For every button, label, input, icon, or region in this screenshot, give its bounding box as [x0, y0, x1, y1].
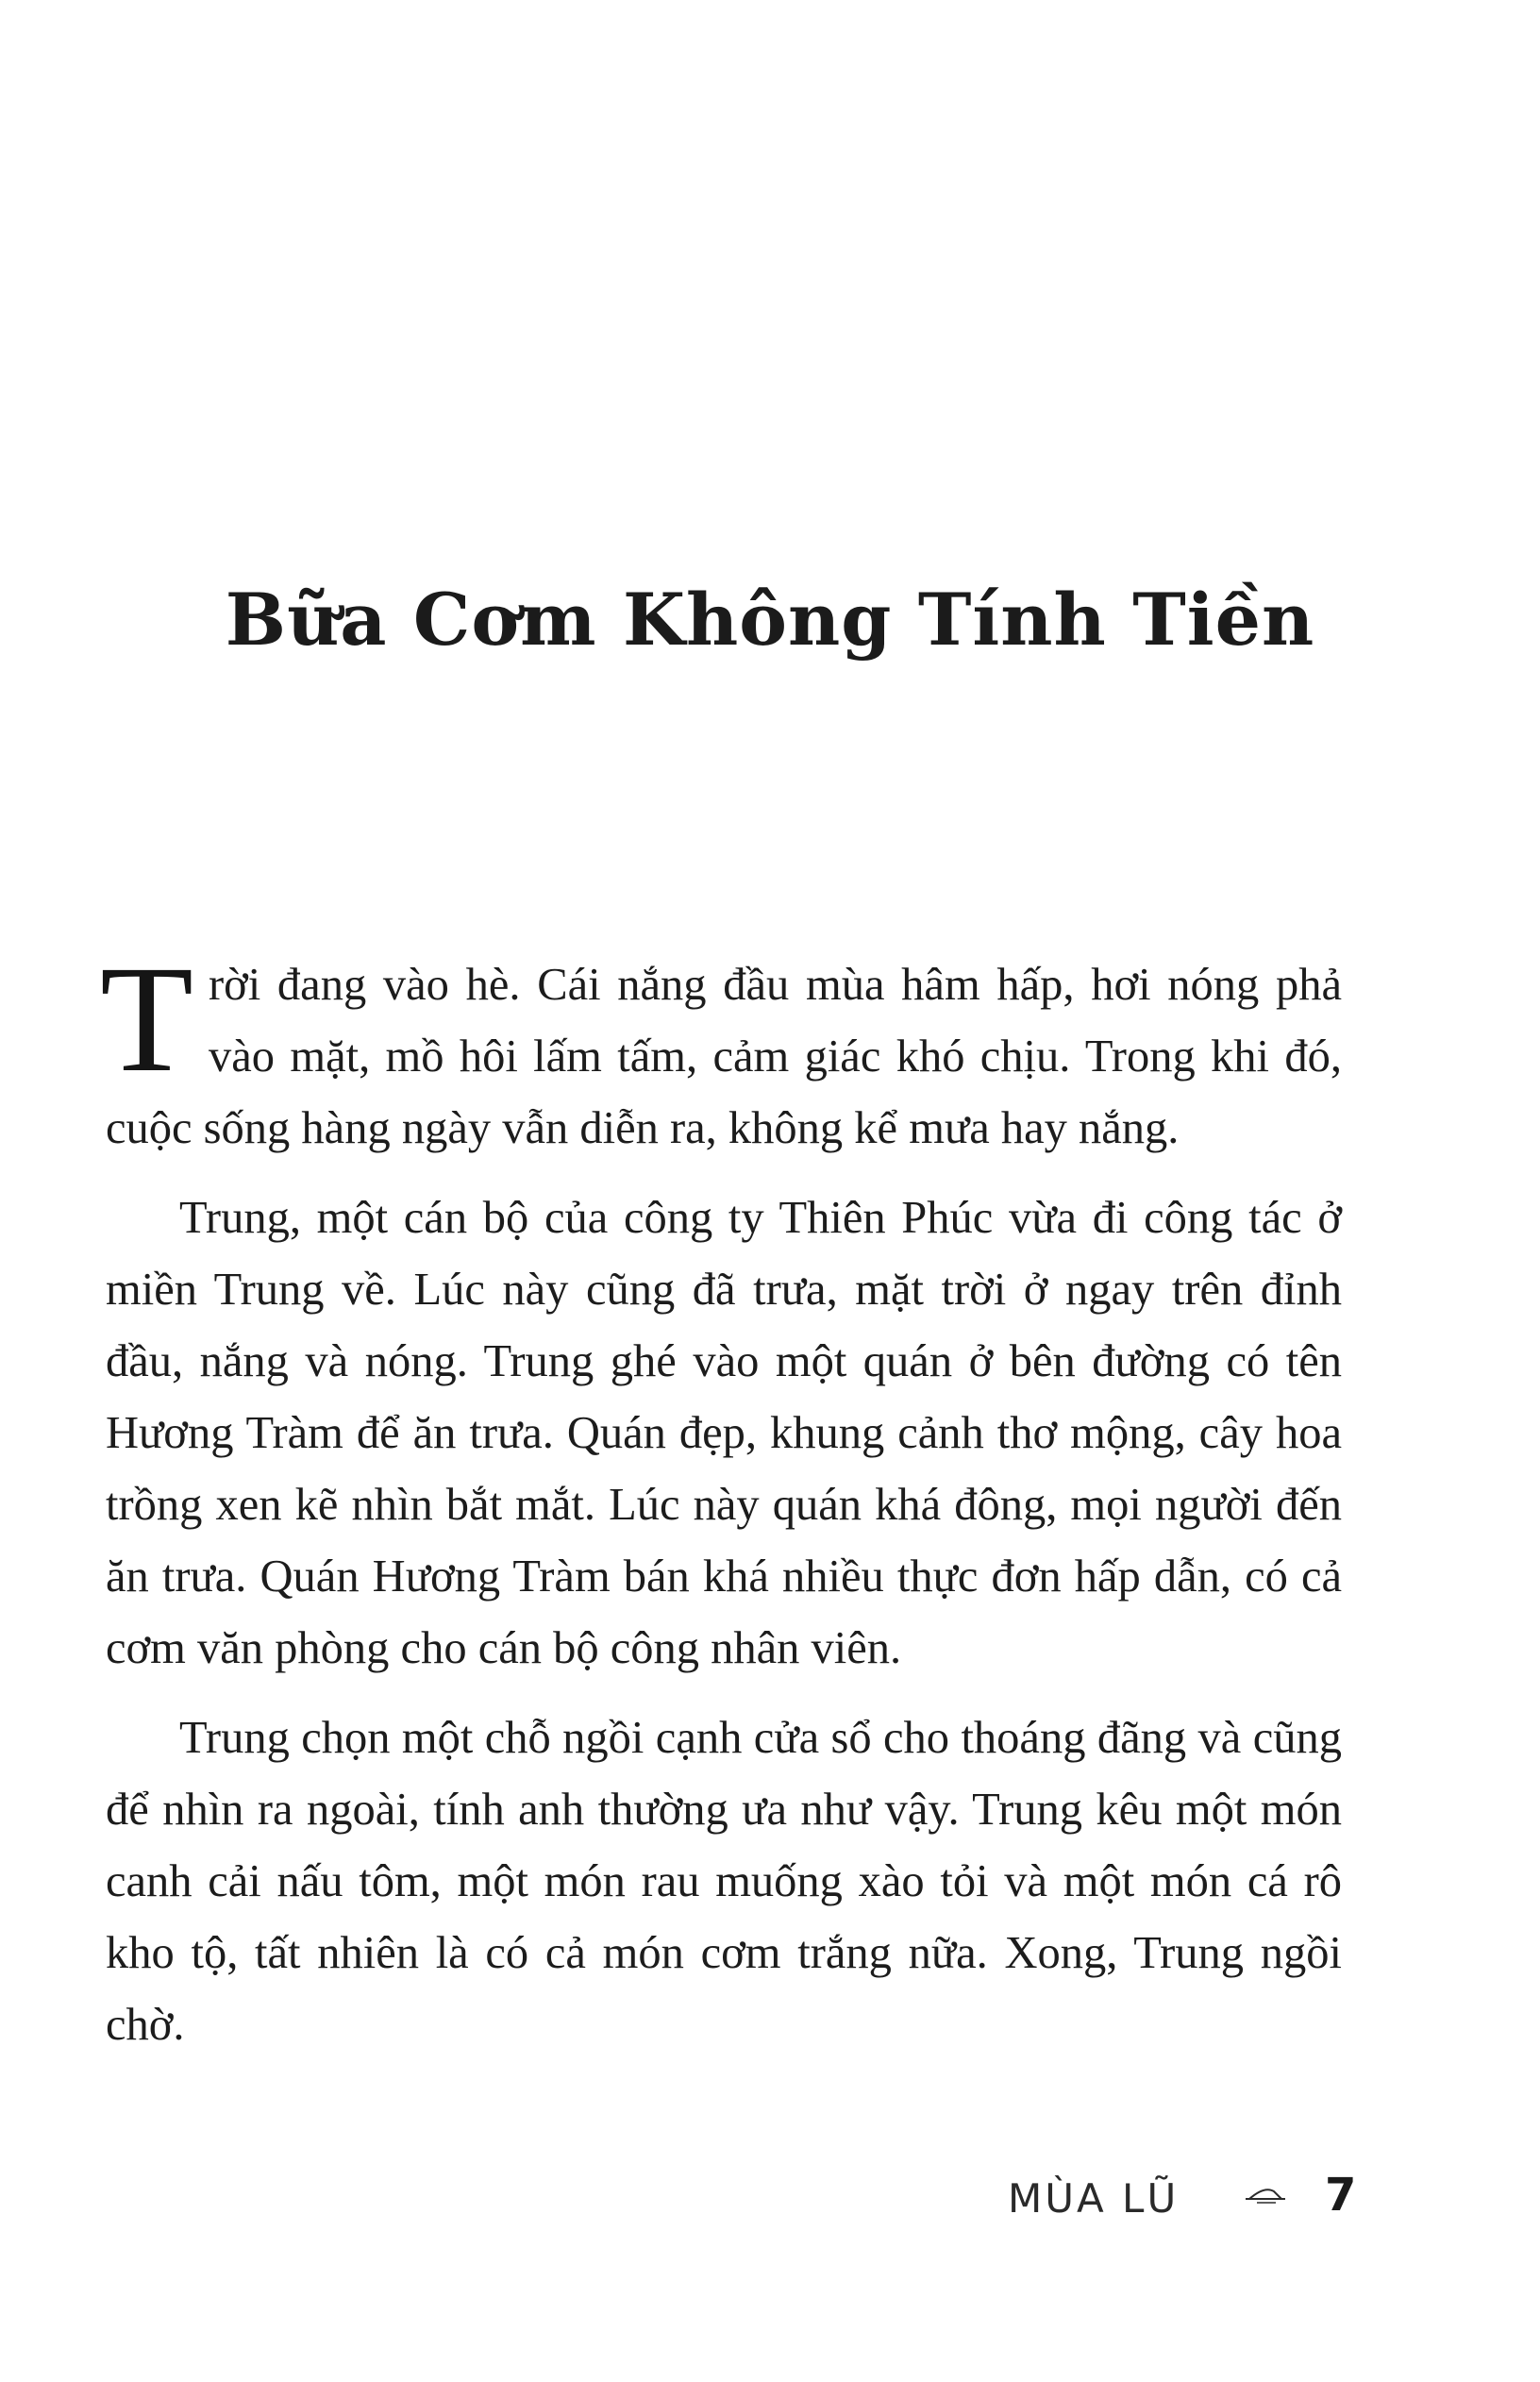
body-text	[100, 935, 1342, 2079]
paragraph-2: Trung, một cán bộ của công ty Thiên Phúc vừa đi công tác ở miền Trung về. Lúc này cũng đã trưa, mặt trời ở ngay trên đỉnh đầu, nắng và nóng. Trung ghé vào một quán ở bên đường có tên Hương Tràm để ăn trưa. Quán đẹp, khung cảnh thơ mộng, cây hoa trồng xen kẽ nhìn bắt mắt. Lúc này quán khá đông, mọi người đến ăn trưa. Quán Hương Tràm bán khá nhiều thực đơn hấp dẫn, có cả cơm văn phòng cho cán bộ công nhân viên.	[106, 1193, 1342, 1673]
paragraph-1-text: rời đang vào hè. Cái nắng đầu mùa hâm hấp, hơi nóng phả vào mặt, mồ hôi lấm tấm, cảm giác khó chịu. Trong khi đó, cuộc sống hàng ngày vẫn diễn ra, không kể mưa hay nắng.	[106, 960, 1342, 1153]
paragraph-1	[100, 935, 1342, 1165]
paragraph-3: Trung chọn một chỗ ngồi cạnh cửa sổ cho thoáng đãng và cũng để nhìn ra ngoài, tính anh thường ưa như vậy. Trung kêu một món canh cải nấu tôm, một món rau muống xào tỏi và một món cá rô kho tộ, tất nhiên là có cả món cơm trắng nữa. Xong, Trung ngồi chờ.	[106, 1713, 1342, 2050]
page-number: 7	[1325, 2169, 1357, 2222]
chapter-title: Bữa Cơm Không Tính Tiền	[225, 578, 1315, 662]
boat-icon	[1244, 2182, 1287, 2206]
running-footer-title: MÙA LŨ	[1008, 2175, 1180, 2222]
drop-cap: T	[100, 935, 193, 1104]
